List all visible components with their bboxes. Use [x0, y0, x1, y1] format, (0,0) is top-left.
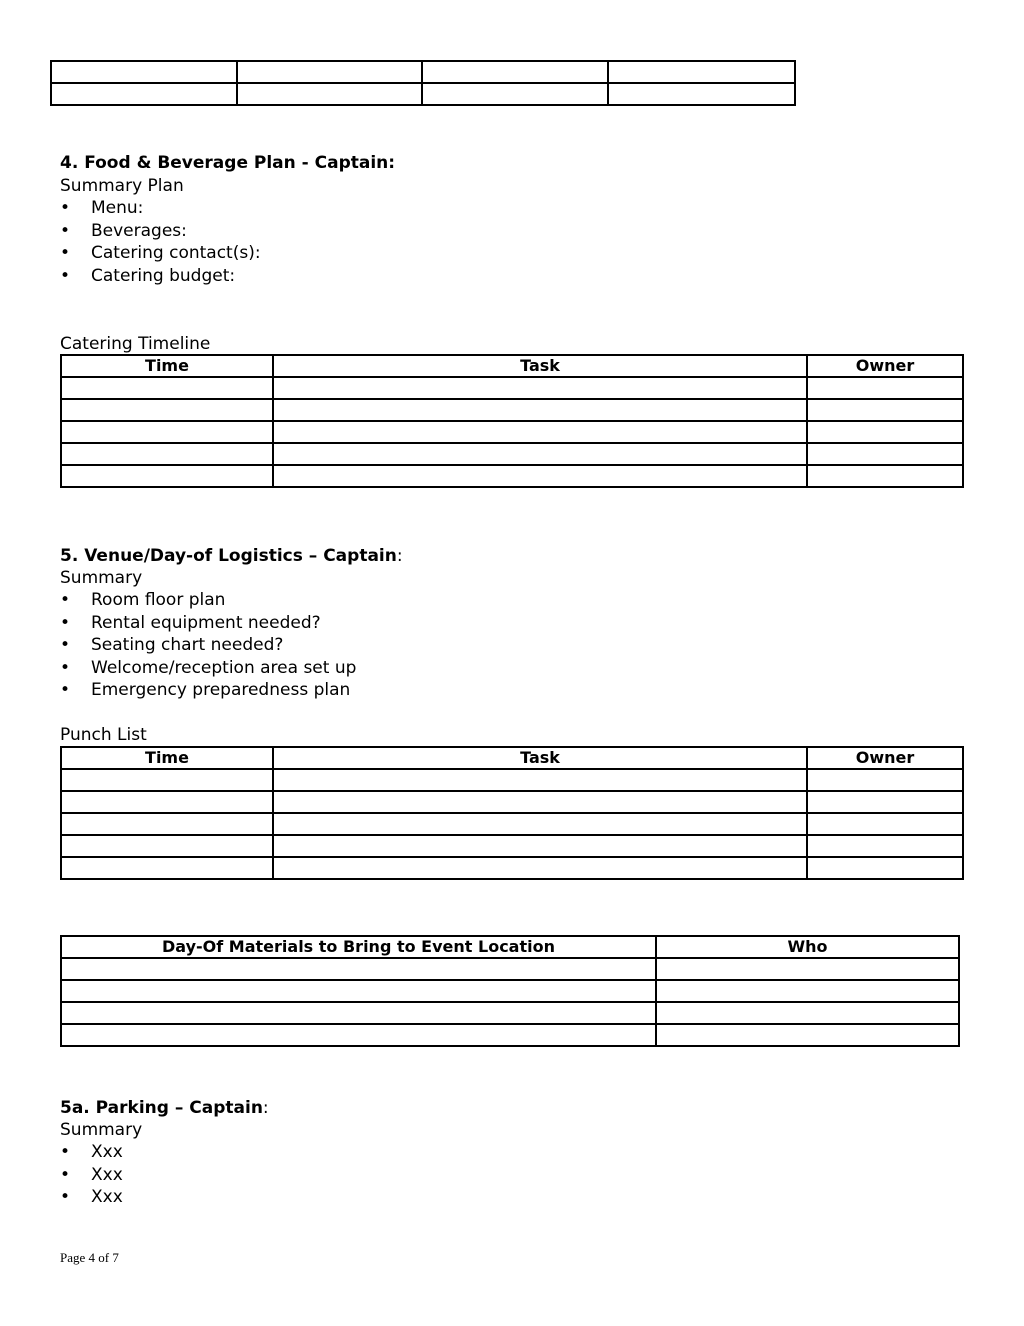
- catering-timeline-label: Catering Timeline: [60, 334, 211, 354]
- section4-heading: 4. Food & Beverage Plan - Captain:: [60, 153, 396, 173]
- table-row: [61, 769, 963, 791]
- list-item: • Xxx: [60, 1164, 123, 1187]
- table-row: [61, 980, 959, 1002]
- column-header-who: Who: [656, 936, 959, 958]
- table-row: [61, 813, 963, 835]
- column-header-time: Time: [61, 355, 273, 377]
- section5-summary-label: Summary: [60, 568, 143, 588]
- section4-bullet-list: [60, 197, 261, 287]
- table-row: [61, 421, 963, 443]
- list-item: • Emergency preparedness plan: [60, 679, 356, 702]
- column-header-owner: Owner: [807, 355, 963, 377]
- top-table: [50, 60, 796, 106]
- list-item: • Menu:: [60, 197, 261, 220]
- list-item: • Room floor plan: [60, 589, 356, 612]
- table-row: [61, 377, 963, 399]
- table-row: [61, 958, 959, 980]
- section5-heading: 5. Venue/Day-of Logistics – Captain:: [60, 546, 403, 566]
- table-row: [61, 465, 963, 487]
- table-row: [61, 857, 963, 879]
- section4-summary-label: Summary Plan: [60, 176, 184, 196]
- table-row: [51, 61, 795, 83]
- section5a-summary-label: Summary: [60, 1120, 143, 1140]
- list-item: • Catering contact(s):: [60, 242, 261, 265]
- list-item: • Rental equipment needed?: [60, 612, 356, 635]
- table-row: [61, 1002, 959, 1024]
- table-header-row: [61, 747, 963, 769]
- list-item: • Xxx: [60, 1186, 123, 1209]
- table-header-row: [61, 355, 963, 377]
- table-row: [61, 791, 963, 813]
- section5a-bullet-list: [60, 1141, 123, 1209]
- day-of-materials-table: [60, 935, 960, 1047]
- section5a-heading: 5a. Parking – Captain:: [60, 1098, 269, 1118]
- page-number: Page 4 of 7: [60, 1250, 119, 1265]
- column-header-materials: Day-Of Materials to Bring to Event Location: [61, 936, 656, 958]
- list-item: • Beverages:: [60, 220, 261, 243]
- catering-timeline-table: [60, 354, 964, 488]
- column-header-owner: Owner: [807, 747, 963, 769]
- punch-list-label: Punch List: [60, 725, 147, 745]
- table-row: [61, 835, 963, 857]
- table-row: [61, 1024, 959, 1046]
- punch-list-table: [60, 746, 964, 880]
- table-row: [51, 83, 795, 105]
- table-row: [61, 443, 963, 465]
- section5-bullet-list: [60, 589, 356, 702]
- table-row: [61, 399, 963, 421]
- column-header-task: Task: [273, 747, 807, 769]
- list-item: • Catering budget:: [60, 265, 261, 288]
- list-item: • Seating chart needed?: [60, 634, 356, 657]
- list-item: • Xxx: [60, 1141, 123, 1164]
- list-item: • Welcome/reception area set up: [60, 657, 356, 680]
- table-header-row: [61, 936, 959, 958]
- column-header-time: Time: [61, 747, 273, 769]
- column-header-task: Task: [273, 355, 807, 377]
